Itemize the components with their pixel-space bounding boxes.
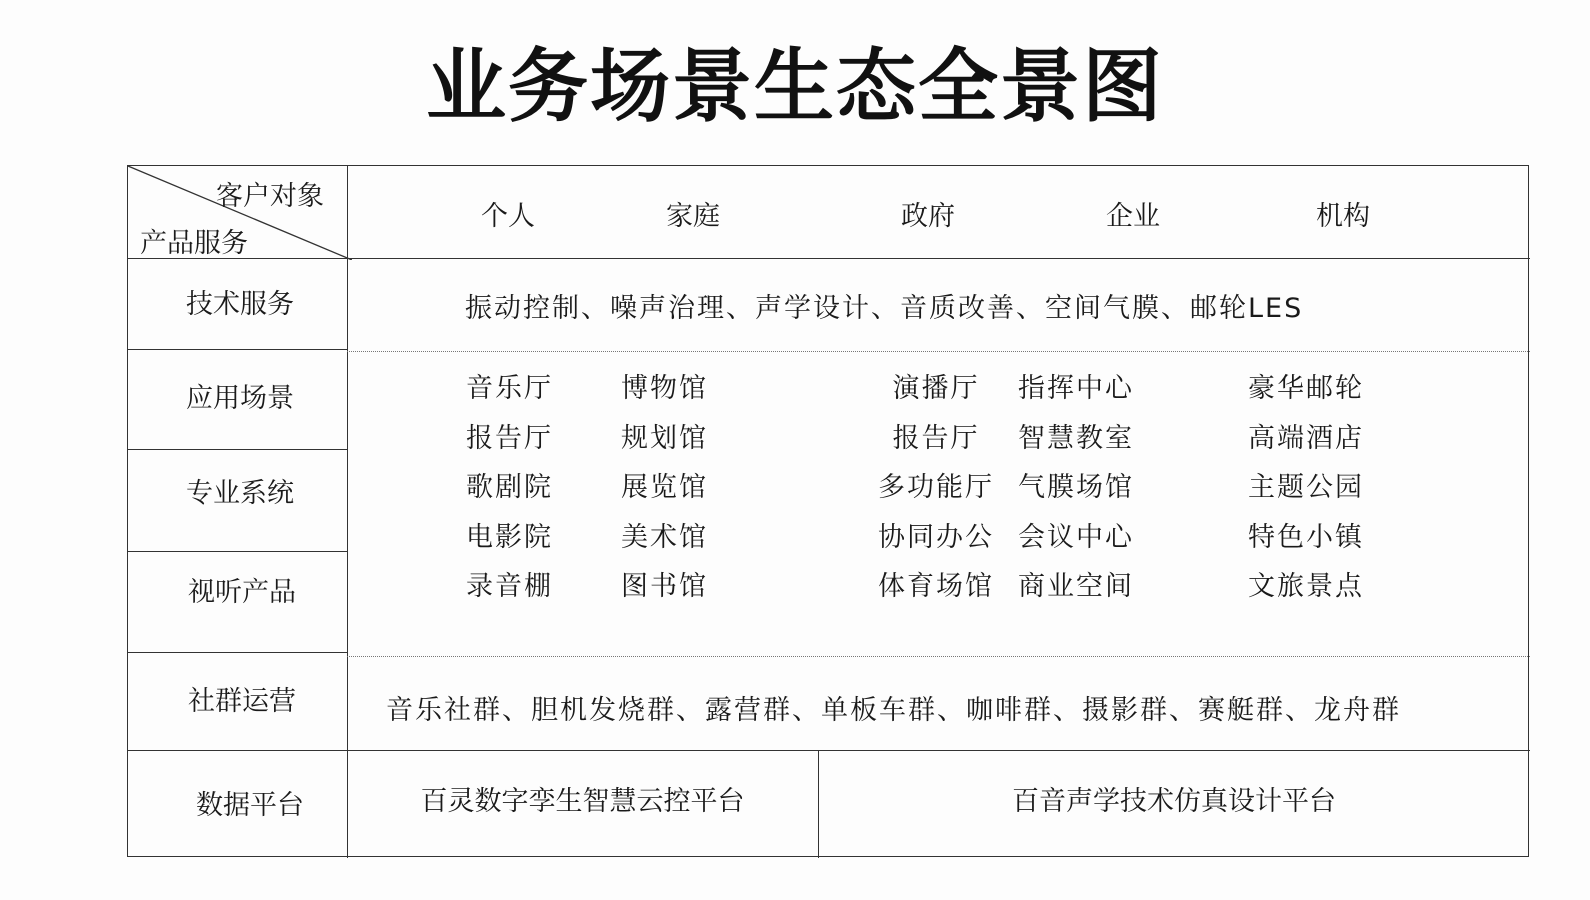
technical-services-text: 振动控制、噪声治理、声学设计、音质改善、空间气膜、邮轮LES (465, 293, 1304, 324)
row-divider (128, 750, 1530, 751)
row-label-technical-services: 技术服务 (186, 289, 294, 320)
scene-column-family (621, 366, 708, 614)
scene-item: 商业空间 (1018, 571, 1134, 602)
row-label-community-operations: 社群运营 (188, 686, 296, 717)
row-divider (128, 349, 347, 350)
scene-item: 歌剧院 (466, 472, 553, 503)
left-column-divider (347, 166, 348, 858)
scene-item: 电影院 (466, 521, 553, 553)
scene-item: 主题公园 (1248, 472, 1364, 503)
scene-item: 图书馆 (621, 571, 708, 602)
corner-product-label: 产品服务 (140, 228, 248, 259)
row-divider-dotted (347, 656, 1530, 657)
scene-item: 协同办公 (878, 521, 994, 553)
corner-customer-label: 客户对象 (216, 181, 324, 212)
scene-item: 报告厅 (892, 422, 980, 454)
header-bottom-border (128, 258, 1530, 259)
column-header-family: 家庭 (666, 201, 720, 232)
column-header-institution: 机构 (1316, 201, 1370, 232)
row-label-application-scenes: 应用场景 (186, 383, 294, 414)
column-header-enterprise: 企业 (1106, 201, 1160, 232)
scene-item: 智慧教室 (1018, 422, 1134, 454)
scene-item: 演播厅 (892, 373, 980, 404)
row-label-av-products: 视听产品 (188, 577, 296, 608)
scene-item: 文旅景点 (1248, 571, 1364, 602)
scene-item: 音乐厅 (466, 373, 553, 404)
scene-item: 体育场馆 (878, 571, 994, 602)
scene-item: 美术馆 (621, 521, 708, 553)
scene-column-enterprise (1018, 366, 1134, 614)
page-title: 业务场景生态全景图 (426, 40, 1164, 133)
row-divider (128, 652, 347, 653)
scene-item: 博物馆 (621, 373, 708, 404)
row-divider (128, 449, 347, 450)
scene-item: 多功能厅 (878, 472, 994, 503)
scene-item: 特色小镇 (1248, 521, 1364, 553)
scene-item: 指挥中心 (1018, 373, 1134, 404)
row-label-data-platform: 数据平台 (196, 790, 304, 821)
platform-acoustic-simulation: 百音声学技术仿真设计平台 (1012, 786, 1336, 817)
scene-column-individual (466, 366, 553, 614)
scene-item: 豪华邮轮 (1248, 373, 1364, 404)
column-header-government: 政府 (901, 201, 955, 232)
scene-column-government (826, 366, 1046, 614)
scene-item: 会议中心 (1018, 521, 1134, 553)
scene-item: 报告厅 (466, 422, 553, 454)
platform-cloud-control: 百灵数字孪生智慧云控平台 (420, 786, 745, 817)
ecosystem-table (127, 165, 1529, 857)
scene-column-institution (1248, 366, 1364, 614)
row-label-professional-systems: 专业系统 (186, 478, 294, 509)
scene-item: 展览馆 (621, 472, 708, 503)
community-groups-text: 音乐社群、胆机发烧群、露营群、单板车群、咖啡群、摄影群、赛艇群、龙舟群 (386, 695, 1401, 726)
scene-item: 高端酒店 (1248, 422, 1364, 454)
scene-item: 规划馆 (621, 422, 708, 454)
column-header-individual: 个人 (481, 201, 535, 232)
scene-item: 气膜场馆 (1018, 472, 1134, 503)
row-divider-dotted (347, 351, 1530, 352)
scene-item: 录音棚 (466, 571, 553, 602)
row-divider (128, 551, 347, 552)
